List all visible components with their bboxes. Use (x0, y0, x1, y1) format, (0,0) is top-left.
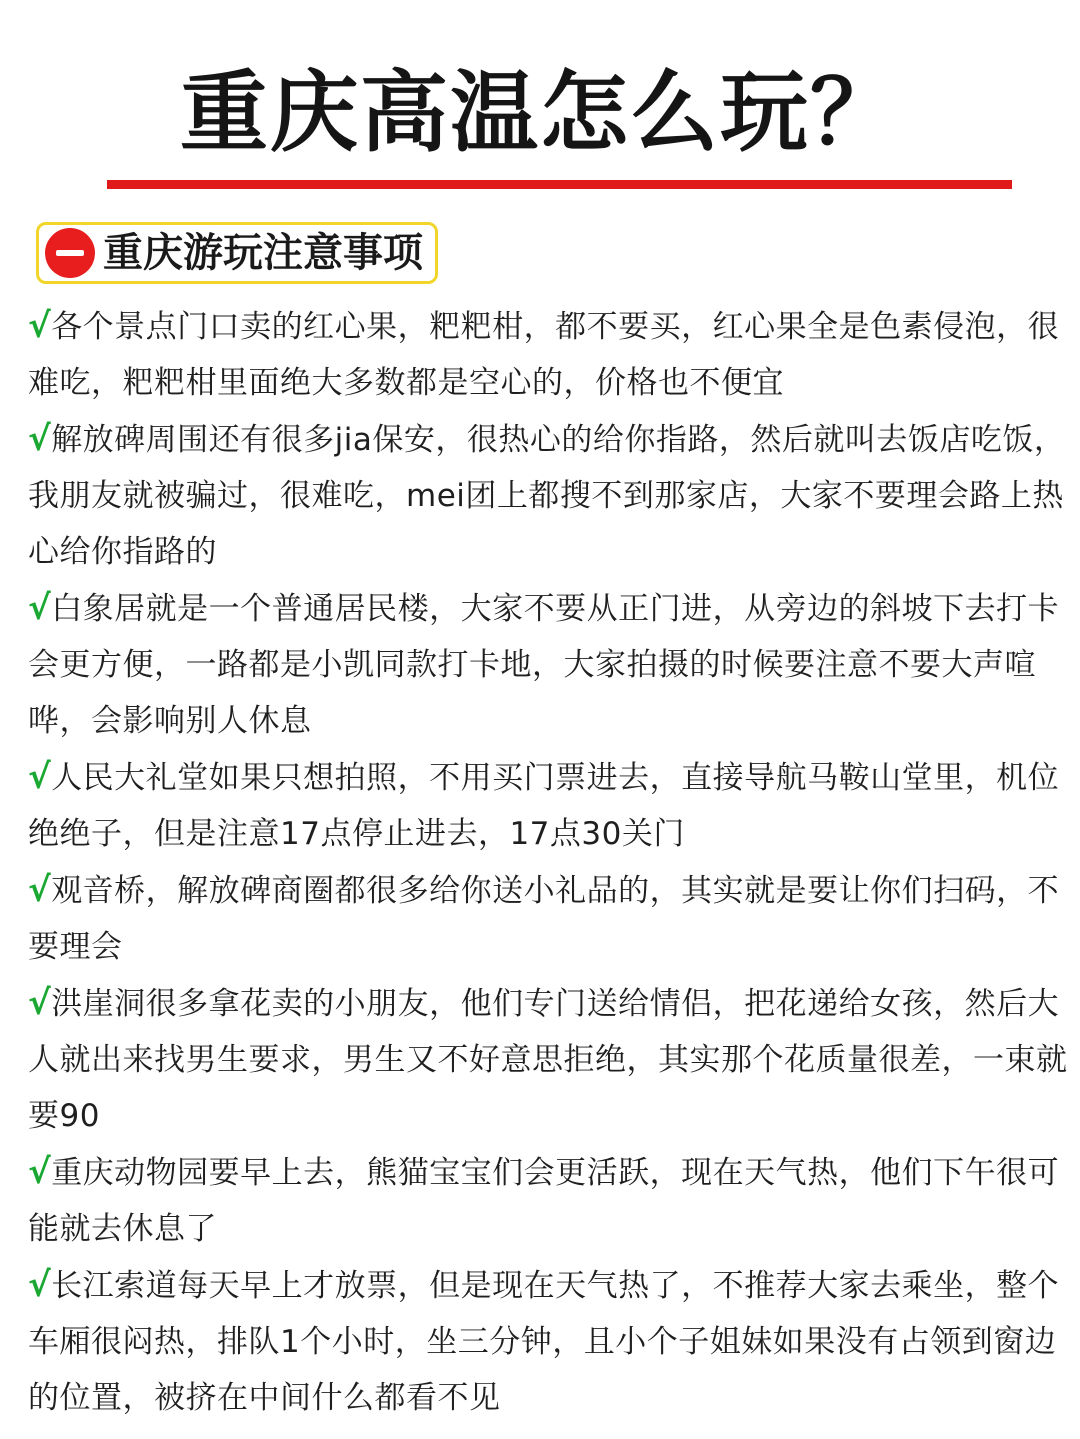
checkmark-icon: √ (28, 757, 52, 797)
checkmark-icon: √ (28, 588, 52, 628)
list-item (28, 1144, 1068, 1257)
list-item (28, 862, 1068, 975)
item-text: 观音桥，解放碑商圈都很多给你送小礼品的，其实就是要让你们扫码，不要理会 (28, 873, 1060, 965)
checkmark-icon: √ (28, 983, 52, 1023)
list-item (28, 411, 1068, 580)
list-item (28, 298, 1068, 411)
checkmark-icon: √ (28, 306, 52, 346)
item-text: 白象居就是一个普通居民楼，大家不要从正门进，从旁边的斜坡下去打卡会更方便，一路都是小凯同款打卡地，大家拍摄的时候要注意不要大声喧哗，会影响别人休息 (28, 591, 1060, 739)
item-text: 各个景点门口卖的红心果，粑粑柑，都不要买，红心果全是色素侵泡，很难吃，粑粑柑里面绝大多数都是空心的，价格也不便宜 (28, 309, 1060, 401)
item-text: 重庆动物园要早上去，熊猫宝宝们会更活跃，现在天气热，他们下午很可能就去休息了 (28, 1155, 1060, 1247)
page-title: 重庆高温怎么玩？ (179, 60, 900, 164)
list-item (28, 749, 1068, 862)
title-divider (107, 180, 1012, 189)
item-text: 解放碑周围还有很多jia保安，很热心的给你指路，然后就叫去饭店吃饭，我朋友就被骗过，很难吃，mei团上都搜不到那家店，大家不要理会路上热心给你指路的 (28, 422, 1066, 570)
section-header (36, 222, 438, 284)
item-text: 长江索道每天早上才放票，但是现在天气热了，不推荐大家去乘坐，整个车厢很闷热，排队1个小时，坐三分钟，且小个子姐妹如果没有占领到窗边的位置，被挤在中间什么都看不见 (28, 1268, 1060, 1416)
checkmark-icon: √ (28, 1152, 52, 1192)
minus-circle-icon (45, 228, 95, 278)
list-item (28, 580, 1068, 749)
checkmark-icon: √ (28, 1265, 52, 1305)
tips-list (28, 298, 1068, 1426)
checkmark-icon: √ (28, 870, 52, 910)
item-text: 人民大礼堂如果只想拍照，不用买门票进去，直接导航马鞍山堂里，机位绝绝子，但是注意17点停止进去，17点30关门 (28, 760, 1060, 852)
item-text: 洪崖洞很多拿花卖的小朋友，他们专门送给情侣，把花递给女孩，然后大人就出来找男生要求，男生又不好意思拒绝，其实那个花质量很差，一束就要90 (28, 986, 1068, 1134)
list-item (28, 1257, 1068, 1426)
checkmark-icon: √ (28, 419, 52, 459)
section-title: 重庆游玩注意事项 (103, 229, 423, 276)
list-item (28, 975, 1068, 1144)
